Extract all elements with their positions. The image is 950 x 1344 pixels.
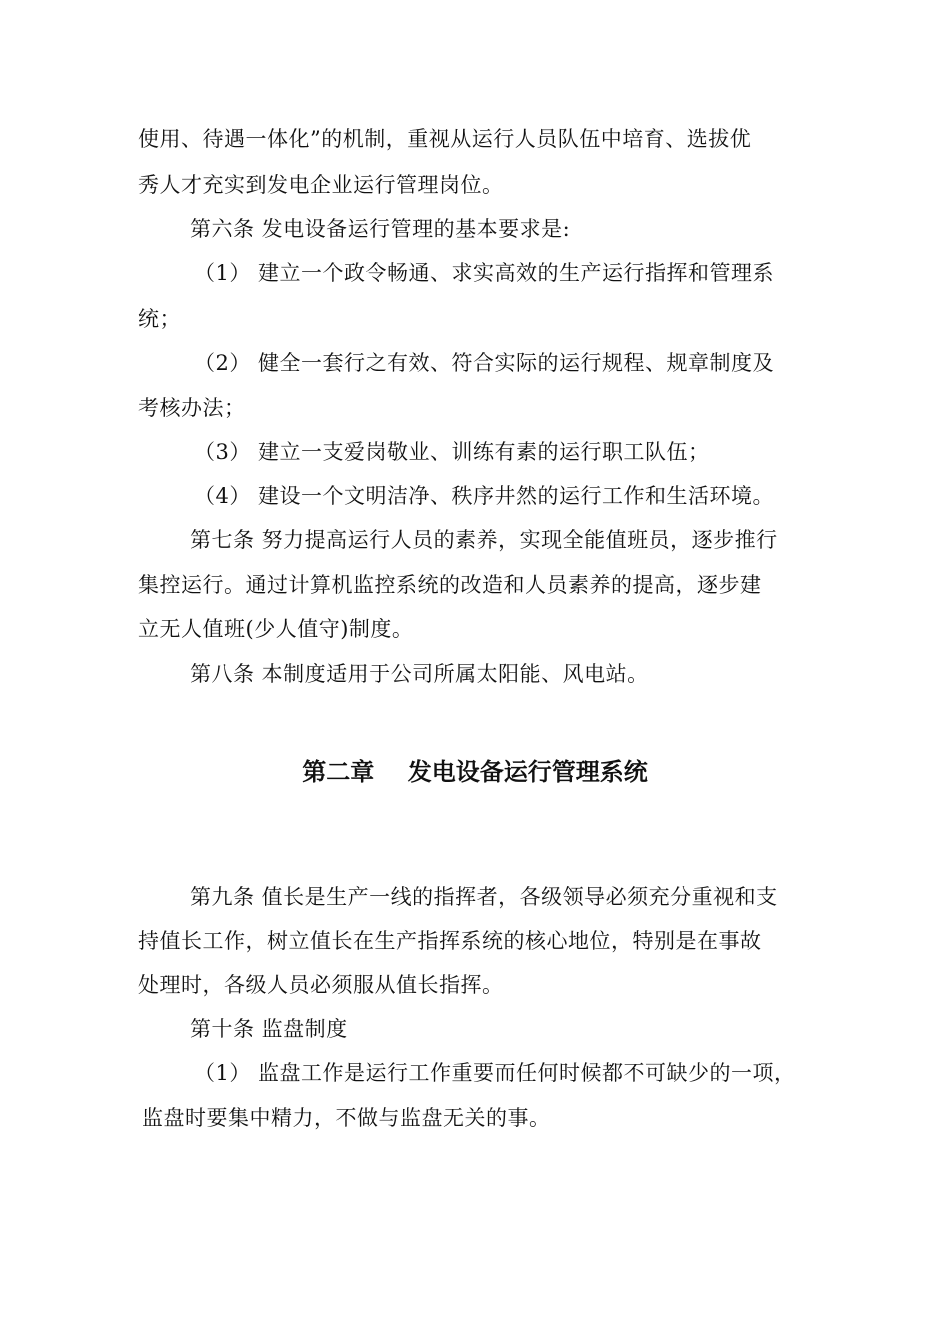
list-item-2: （2） 健全一套行之有效、符合实际的运行规程、规章制度及 (194, 351, 775, 375)
article-7-line: 第七条 努力提高运行人员的素养，实现全能值班员，逐步推行 (190, 528, 778, 552)
paragraph-line: 集控运行。通过计算机监控系统的改造和人员素养的提高，逐步建 (138, 573, 762, 597)
paragraph-line: 监盘时要集中精力，不做与监盘无关的事。 (142, 1106, 551, 1130)
article-6-heading: 第六条 发电设备运行管理的基本要求是: (190, 217, 571, 241)
list-item-4: （4） 建设一个文明洁净、秩序井然的运行工作和生活环境。 (194, 484, 775, 508)
article-10-heading: 第十条 监盘制度 (190, 1017, 348, 1041)
paragraph-line: 处理时，各级人员必须服从值长指挥。 (138, 973, 504, 997)
paragraph-line: 考核办法； (138, 396, 246, 420)
paragraph-line: 使用、待遇一体化”的机制，重视从运行人员队伍中培育、选拔优 (138, 127, 752, 151)
paragraph-line: 立无人值班(少人值守)制度。 (138, 617, 414, 641)
list-item-3: （3） 建立一支爱岗敬业、训练有素的运行职工队伍； (194, 440, 710, 464)
article-9-line: 第九条 值长是生产一线的指挥者，各级领导必须充分重视和支 (190, 885, 778, 909)
article-8-line: 第八条 本制度适用于公司所属太阳能、风电站。 (190, 662, 649, 686)
list-item-1: （1） 建立一个政令畅通、求实高效的生产运行指挥和管理系 (194, 261, 775, 285)
paragraph-line: 持值长工作，树立值长在生产指挥系统的核心地位，特别是在事故 (138, 929, 762, 953)
paragraph-line: 秀人才充实到发电企业运行管理岗位。 (138, 173, 504, 197)
chapter-heading: 第二章 发电设备运行管理系统 (302, 757, 648, 786)
list-item-1: （1） 监盘工作是运行工作重要而任何时候都不可缺少的一项， (194, 1061, 796, 1085)
paragraph-line: 统； (138, 307, 181, 331)
